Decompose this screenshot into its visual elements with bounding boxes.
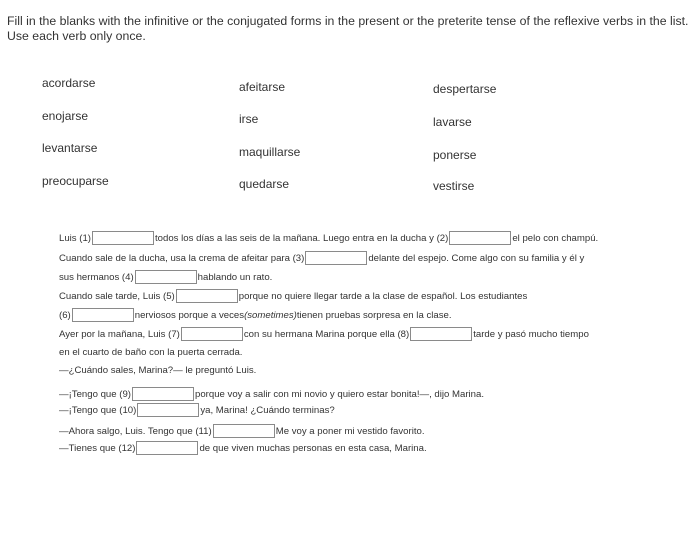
verb-item: irse xyxy=(239,112,259,126)
passage-text: —¡Tengo que (10) xyxy=(59,404,137,416)
passage-text: Me voy a poner mi vestido favorito. xyxy=(275,425,425,437)
instructions-line-1: Fill in the blanks with the infinitive or the conjugated forms in the present or the preterite tense of the reflexive verbs in the list. xyxy=(7,14,689,28)
passage-line-7 xyxy=(59,347,242,358)
verb-item: quedarse xyxy=(239,177,290,191)
passage-text: sus hermanos (4) xyxy=(59,271,134,283)
passage-text: ya, Marina! ¿Cuándo terminas? xyxy=(200,404,335,416)
passage-text: porque voy a salir con mi novio y quiero estar bonita!—, dijo Marina. xyxy=(195,388,485,400)
verb-item: levantarse xyxy=(42,141,98,155)
blank-1[interactable] xyxy=(92,231,154,245)
passage-text: tienen pruebas sorpresa en la clase. xyxy=(296,309,452,321)
blank-3[interactable] xyxy=(305,251,367,265)
passage-text: Luis (1) xyxy=(59,232,91,244)
passage-line-6 xyxy=(59,327,589,341)
passage-text: hablando un rato. xyxy=(197,271,273,283)
passage-line-10 xyxy=(59,403,335,417)
verb-item: acordarse xyxy=(42,76,96,90)
passage-text: de que viven muchas personas en esta casa, Marina. xyxy=(199,442,427,454)
instructions-line-2: Use each verb only once. xyxy=(7,29,146,43)
passage-text: delante del espejo. Come algo con su familia y él y xyxy=(368,252,585,264)
passage-text: —Ahora salgo, Luis. Tengo que (11) xyxy=(59,425,212,437)
passage-text: —Tienes que (12) xyxy=(59,442,136,454)
verb-item: maquillarse xyxy=(239,145,301,159)
blank-5[interactable] xyxy=(176,289,238,303)
verb-item: lavarse xyxy=(433,115,472,129)
passage-text: —¿Cuándo sales, Marina?— le preguntó Luis. xyxy=(59,365,257,376)
passage-line-9 xyxy=(59,387,484,401)
passage-line-12 xyxy=(59,441,427,455)
passage-line-2 xyxy=(59,251,584,265)
passage-text: con su hermana Marina porque ella (8) xyxy=(243,328,410,340)
passage-line-11 xyxy=(59,424,425,438)
verb-item: vestirse xyxy=(433,179,475,193)
verb-item: preocuparse xyxy=(42,174,109,188)
verb-item: afeitarse xyxy=(239,80,286,94)
passage-text: —¡Tengo que (9) xyxy=(59,388,131,400)
blank-11[interactable] xyxy=(213,424,275,438)
passage-text: Ayer por la mañana, Luis (7) xyxy=(59,328,180,340)
verb-item: enojarse xyxy=(42,109,89,123)
instructions xyxy=(7,14,697,44)
passage-line-3 xyxy=(59,270,272,284)
passage-text-italic: (sometimes) xyxy=(244,309,297,321)
passage-line-4 xyxy=(59,289,527,303)
blank-10[interactable] xyxy=(137,403,199,417)
passage-text: todos los días a las seis de la mañana. Luego entra en la ducha y (2) xyxy=(155,232,449,244)
blank-8[interactable] xyxy=(410,327,472,341)
blank-2[interactable] xyxy=(449,231,511,245)
blank-6[interactable] xyxy=(72,308,134,322)
verb-item: despertarse xyxy=(433,82,497,96)
passage-text: Cuando sale de la ducha, usa la crema de afeitar para (3) xyxy=(59,252,305,264)
passage-line-5 xyxy=(59,308,452,322)
passage-text: el pelo con champú. xyxy=(512,232,599,244)
passage-text: tarde y pasó mucho tiempo xyxy=(473,328,589,340)
blank-12[interactable] xyxy=(136,441,198,455)
passage-line-8 xyxy=(59,365,256,376)
blank-7[interactable] xyxy=(181,327,243,341)
blank-9[interactable] xyxy=(132,387,194,401)
passage-text: en el cuarto de baño con la puerta cerrada. xyxy=(59,347,243,358)
passage-line-1 xyxy=(59,231,598,245)
passage-text: (6) xyxy=(59,309,71,321)
verb-item: ponerse xyxy=(433,148,477,162)
passage-text: nerviosos porque a veces xyxy=(134,309,245,321)
blank-4[interactable] xyxy=(135,270,197,284)
passage-text: Cuando sale tarde, Luis (5) xyxy=(59,290,175,302)
passage-text: porque no quiere llegar tarde a la clase de español. Los estudiantes xyxy=(238,290,528,302)
